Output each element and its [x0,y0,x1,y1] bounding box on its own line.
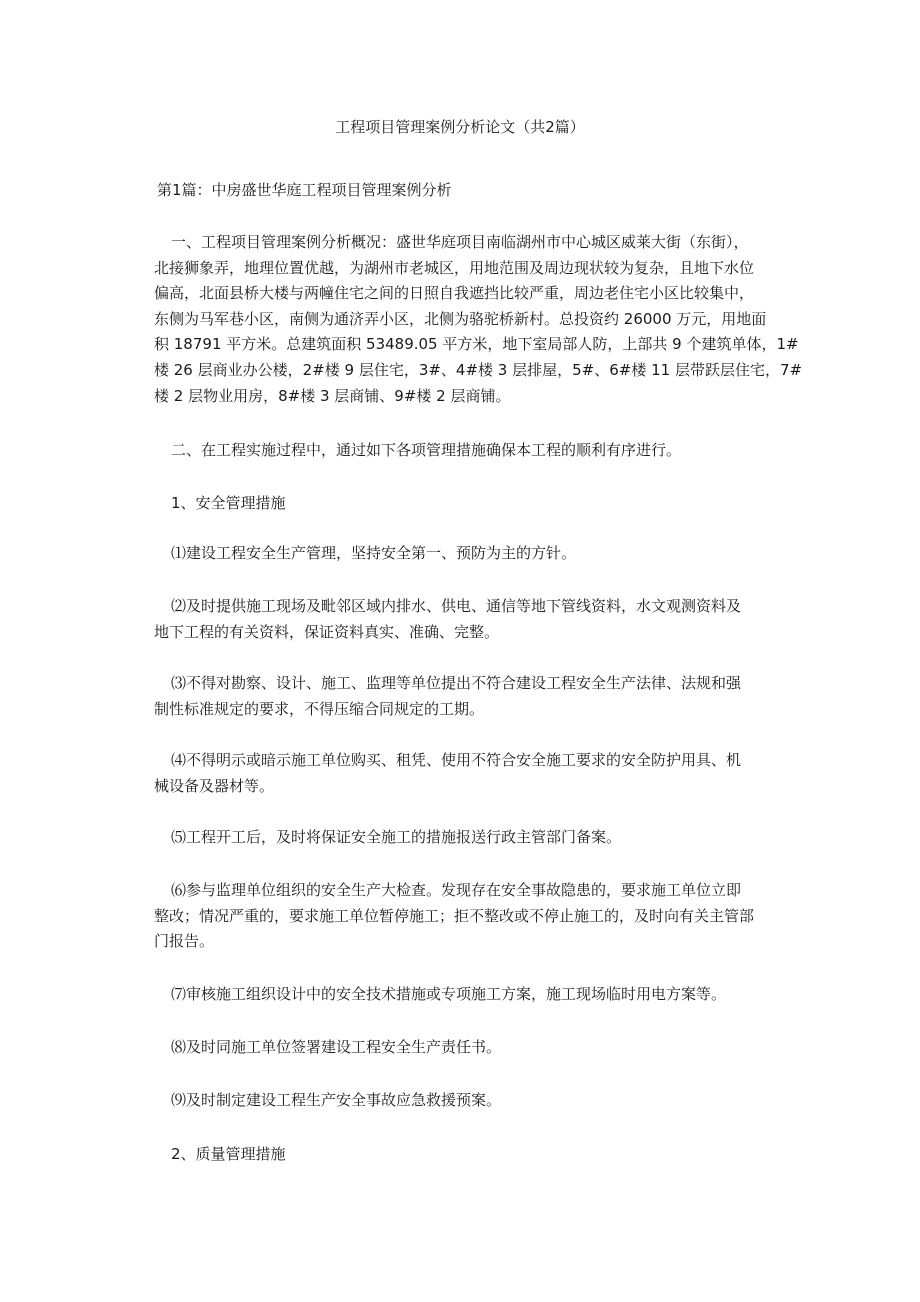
paragraph-line: 整改；情况严重的，要求施工单位暂停施工；拒不整改或不停止施工的，及时向有关主管部 [154,906,755,925]
paragraph-line: 门报告。 [154,932,215,951]
safety-item [154,982,794,1008]
chapter-heading: 第1篇：中房盛世华庭工程项目管理案例分析 [157,181,452,199]
paragraph-line: ⑴建设工程安全生产管理，坚持安全第一、预防为主的方针。 [171,544,577,562]
safety-item [154,541,794,567]
paragraph-line: ⑼及时制定建设工程生产安全事故应急救援预案。 [171,1091,502,1109]
paragraph-line: 偏高，北面县桥大楼与两幢住宅之间的日照自我遮挡比较严重，周边老住宅小区比较集中， [154,284,755,303]
paragraph-line: 积 18791 平方米。总建筑面积 53489.05 平方米，地下室局部人防，上部共 9 个建筑单体，1# [154,335,799,354]
section-two-paragraph: 二、在工程实施过程中，通过如下各项管理措施确保本工程的顺利有序进行。 [171,441,682,459]
paragraph-line: 北接狮象弄，地理位置优越，为湖州市老城区，用地范围及周边现状较为复杂，且地下水位 [154,258,755,277]
paragraph-line: ⑶不得对勘察、设计、施工、监理等单位提出不符合建设工程安全生产法律、法规和强 [171,674,742,692]
safety-item [154,594,794,645]
paragraph-line: ⑺审核施工组织设计中的安全技术措施或专项施工方案，施工现场临时用电方案等。 [171,985,727,1003]
paragraph-line: ⑹参与监理单位组织的安全生产大检查。发现存在安全事故隐患的，要求施工单位立即 [171,881,742,899]
paragraph-line: ⑻及时同施工单位签署建设工程安全生产责任书。 [171,1038,502,1056]
safety-item [154,748,794,799]
safety-heading: 1、安全管理措施 [171,494,286,512]
paragraph-line: 楼 26 层商业办公楼，2#楼 9 层住宅，3#、4#楼 3 层排屋，5#、6#楼 11 层带跃层住宅，7# [154,360,803,379]
safety-item [154,878,794,955]
overview-paragraph [154,230,803,409]
safety-item [154,825,794,851]
paragraph-line: ⑸工程开工后，及时将保证安全施工的措施报送行政主管部门备案。 [171,828,622,846]
paragraph-line: 械设备及器材等。 [154,776,275,795]
paragraph-line: 制性标准规定的要求，不得压缩合同规定的工期。 [154,699,485,718]
safety-item [154,1088,794,1114]
paragraph-line: ⑵及时提供施工现场及毗邻区域内排水、供电、通信等地下管线资料，水文观测资料及 [171,597,742,615]
quality-heading: 2、质量管理措施 [171,1145,286,1163]
safety-item [154,1035,794,1061]
paragraph-line: 一、工程项目管理案例分析概况：盛世华庭项目南临湖州市中心城区威莱大街（东街）， [171,233,749,251]
paragraph-line: 楼 2 层物业用房，8#楼 3 层商铺、9#楼 2 层商铺。 [154,386,511,405]
safety-item [154,671,794,722]
paragraph-line: 地下工程的有关资料，保证资料真实、准确、完整。 [154,622,500,641]
paragraph-line: 东侧为马军巷小区，南侧为通济弄小区，北侧为骆驼桥新村。总投资约 26000 万元，用地面 [154,309,767,328]
paragraph-line: ⑷不得明示或暗示施工单位购买、租凭、使用不符合安全施工要求的安全防护用具、机 [171,751,742,769]
document-title: 工程项目管理案例分析论文（共2篇） [335,118,585,136]
